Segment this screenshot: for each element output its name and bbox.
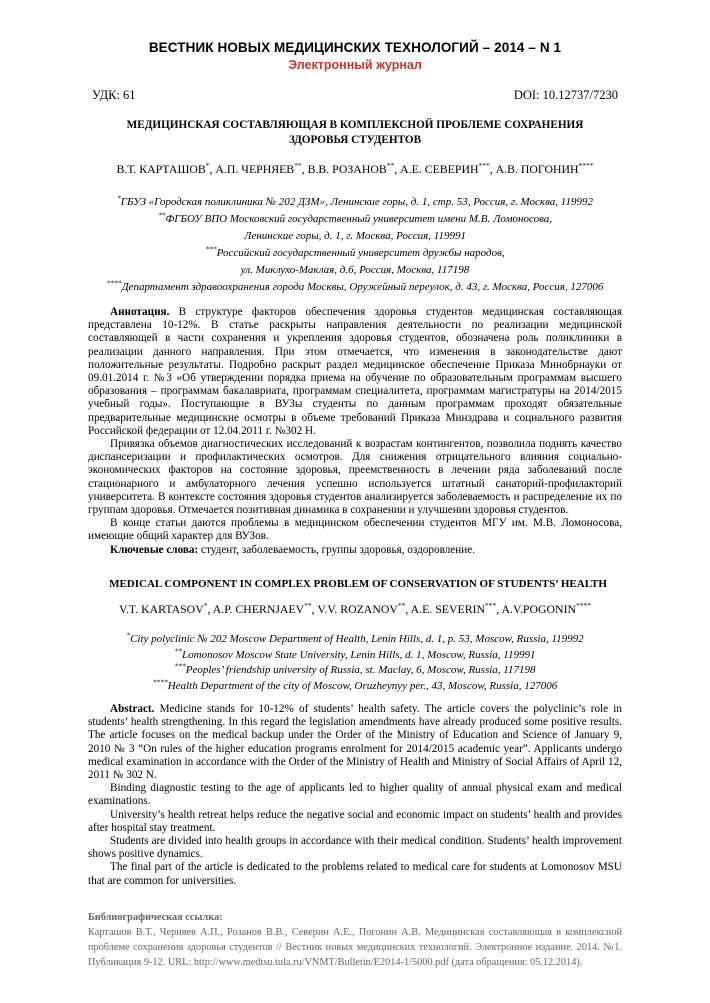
author: А.В. ПОГОНИН**** xyxy=(495,161,594,176)
affiliation: ***Peoples’ friendship university of Russia, st. Maclay, 6, Moscow, Russia, 117198 xyxy=(174,661,536,676)
affiliation: **ФГБОУ ВПО Московский государственный университет имени М.В. Ломоносова, xyxy=(157,210,553,225)
abstract-label: Аннотация. xyxy=(110,306,170,318)
abstract-paragraph: Abstract. Medicine stands for 10-12% of students’ health safety. The article covers the polyclinic’s role in students’ health strengthening. In this regard the legislation amendments have already produced some positive results. The article focuses on the medical backup under the Order of the Ministry of Education and Science of January 9, 2010 № 3 “On rules of the higher education programs enrolment for 2014/2015 academic year”. Applicants undergo medical examination in accordance with the Order of the Ministry of Health and Ministry of Social Affairs of April 12, 2011 № 302 N. xyxy=(88,703,622,782)
abstract-en xyxy=(88,703,622,888)
abstract-paragraph: Привязка объемов диагностических исследований к возрастам контингентов, позволила поднять качество диспансеризации и профилактических осмотров. Для снижения отрицательного влияния социально-экономических факторов на состояние здоровья, преемственность в лечении ряда заболеваний после стационарного и амбулаторного лечения успешно используется штатный санаторий-профилакторий университета. В контексте состояния здоровья студентов анализируется заболеваемость и распределение их по группам здоровья. Отмечается позитивная динамика в сохранении и улучшении здоровья студентов. xyxy=(88,438,622,517)
bibliographic-reference-label: Библиографическая ссылка: xyxy=(88,912,223,923)
affiliation: ****Health Department of the city of Moscow, Oruzheynyy per., 43, Moscow, Russia, 127006 xyxy=(152,676,558,692)
affiliation: ул. Миклухо-Маклая, д.6, Россия, Москва, 117198 xyxy=(240,264,470,276)
journal-subtitle: Электронный журнал xyxy=(288,58,422,72)
keywords-label: Ключевые слова: xyxy=(110,543,199,556)
affiliation-list-ru xyxy=(70,194,640,296)
affiliation: *ГБУЗ «Городская поликлиника № 202 ДЗМ», Ленинские горы, д. 1, стр. 53, Россия, г. Москва, 119992 xyxy=(117,193,593,208)
article-title-ru xyxy=(92,118,618,148)
bibliographic-reference-text: Карташов В.Т., Черняев А.П., Розанов В.В., Северин А.Е., Погонин А.В. Медицинская составляющая в комплексной проблеме сохранения здоровья студентов // Вестник новых медицинских технологий. Электронное издание. 2014. №1. Публикация 9-12. URL: http://www.medtsu.tula.ru/VNMT/Bulletin/E2014-1/5000.pdf (дата обращения: 05.12.2014). xyxy=(88,927,622,968)
author-list-en xyxy=(80,602,630,617)
abstract-paragraph: Аннотация. В структуре факторов обеспечения здоровья студентов медицинская составляющая представлена 10-12%. В статье раскрыты направления деятельности по реализации медицинской составляющей в части сохранения и укрепления здоровья студентов, обозначена роль поликлиники в реализации данного направления. При этом отмечается, что изменения в законодательстве дают положительные результаты. Подробно раскрыт раздел медицинское обеспечение Приказа Минобрнауки от 09.01.2014 г. №3 «Об утверждении порядка приема на обучение по образовательным программам высшего образования – программам бакалавриата, программам специалитета, программам магистратуры на 2014/2015 учебный годы». Поступающие в ВУЗы студенты по данным программам проходят обязательные предварительные медицинские осмотры в объеме требований Приказа Минздрава и социального развития Российской федерации от 12.04.2011 г. №302 Н. xyxy=(88,306,623,437)
author: A.V.POGONIN**** xyxy=(501,601,592,616)
abstract-ru xyxy=(88,306,622,557)
journal-title: ВЕСТНИК НОВЫХ МЕДИЦИНСКИХ ТЕХНОЛОГИЙ – 2014 – N 1 xyxy=(148,40,562,55)
affiliation: *City polyclinic № 202 Moscow Department of Health, Lenin Hills, d. 1, p. 53, Moscow, Russia, 119992 xyxy=(126,630,584,645)
author: В.В. РОЗАНОВ**, xyxy=(307,161,401,176)
keywords: Ключевые слова: студент, заболеваемость, группы здоровья, оздоровление. xyxy=(110,543,476,556)
author: А.П. ЧЕРНЯЕВ**, xyxy=(215,161,308,176)
abstract-paragraph: Binding diagnostic testing to the age of applicants led to higher quality of annual physical exam and medical examinations. xyxy=(88,782,622,808)
article-title-ru-line: МЕДИЦИНСКАЯ СОСТАВЛЯЮЩАЯ В КОМПЛЕКСНОЙ ПРОБЛЕМЕ СОХРАНЕНИЯ xyxy=(126,119,584,131)
udk-code: УДК: 61 xyxy=(92,88,136,102)
author: V.V. ROZANOV**, xyxy=(317,601,411,616)
abstract-label: Abstract. xyxy=(110,703,155,715)
author: V.T. KARTASOV*, xyxy=(118,601,213,616)
abstract-paragraph: University’s health retreat helps reduce the negative social and economic impact on students’ health and provides after hospital stay treatment. xyxy=(88,808,622,834)
affiliation: Ленинские горы, д. 1, г. Москва, Россия, 119991 xyxy=(244,230,466,242)
author: A.P. CHERNJAEV**, xyxy=(212,601,318,616)
affiliation: **Lomonosov Moscow State University, Lenin Hills, d. 1, Moscow, Russia, 119991 xyxy=(174,645,536,661)
author: A.E. SEVERIN***, xyxy=(410,601,502,616)
affiliation: ****Департамент здравоохранения города Москвы, Оружейный переулок, д. 43, г. Москва, Россия, 127006 xyxy=(106,278,604,293)
abstract-paragraph: Students are divided into health groups in accordance with their medical condition. Students’ health improvement shows positive dynamics. xyxy=(88,835,622,861)
affiliation: ***Российский государственный университет дружбы народов, xyxy=(205,244,505,259)
affiliation-list-en xyxy=(70,632,640,694)
article-title-ru-line: ЗДОРОВЬЯ СТУДЕНТОВ xyxy=(288,134,422,146)
abstract-paragraph: В конце статьи даются проблемы в медицинском обеспечении студентов МГУ им. М.В. Ломоносова, имеющие общий характер для ВУЗов. xyxy=(88,517,622,543)
bibliographic-reference xyxy=(88,910,622,970)
author: А.Е. СЕВЕРИН***, xyxy=(400,161,496,176)
author-list-ru xyxy=(80,162,630,177)
author: В.Т. КАРТАШОВ*, xyxy=(116,161,216,176)
doi-code: DOI: 10.12737/7230 xyxy=(513,88,618,102)
abstract-paragraph: The final part of the article is dedicated to the problems related to medical care for students at Lomonosov MSU that are common for universities. xyxy=(88,861,622,887)
article-title-en: MEDICAL COMPONENT IN COMPLEX PROBLEM OF CONSERVATION OF STUDENTS’ HEALTH xyxy=(109,578,607,590)
